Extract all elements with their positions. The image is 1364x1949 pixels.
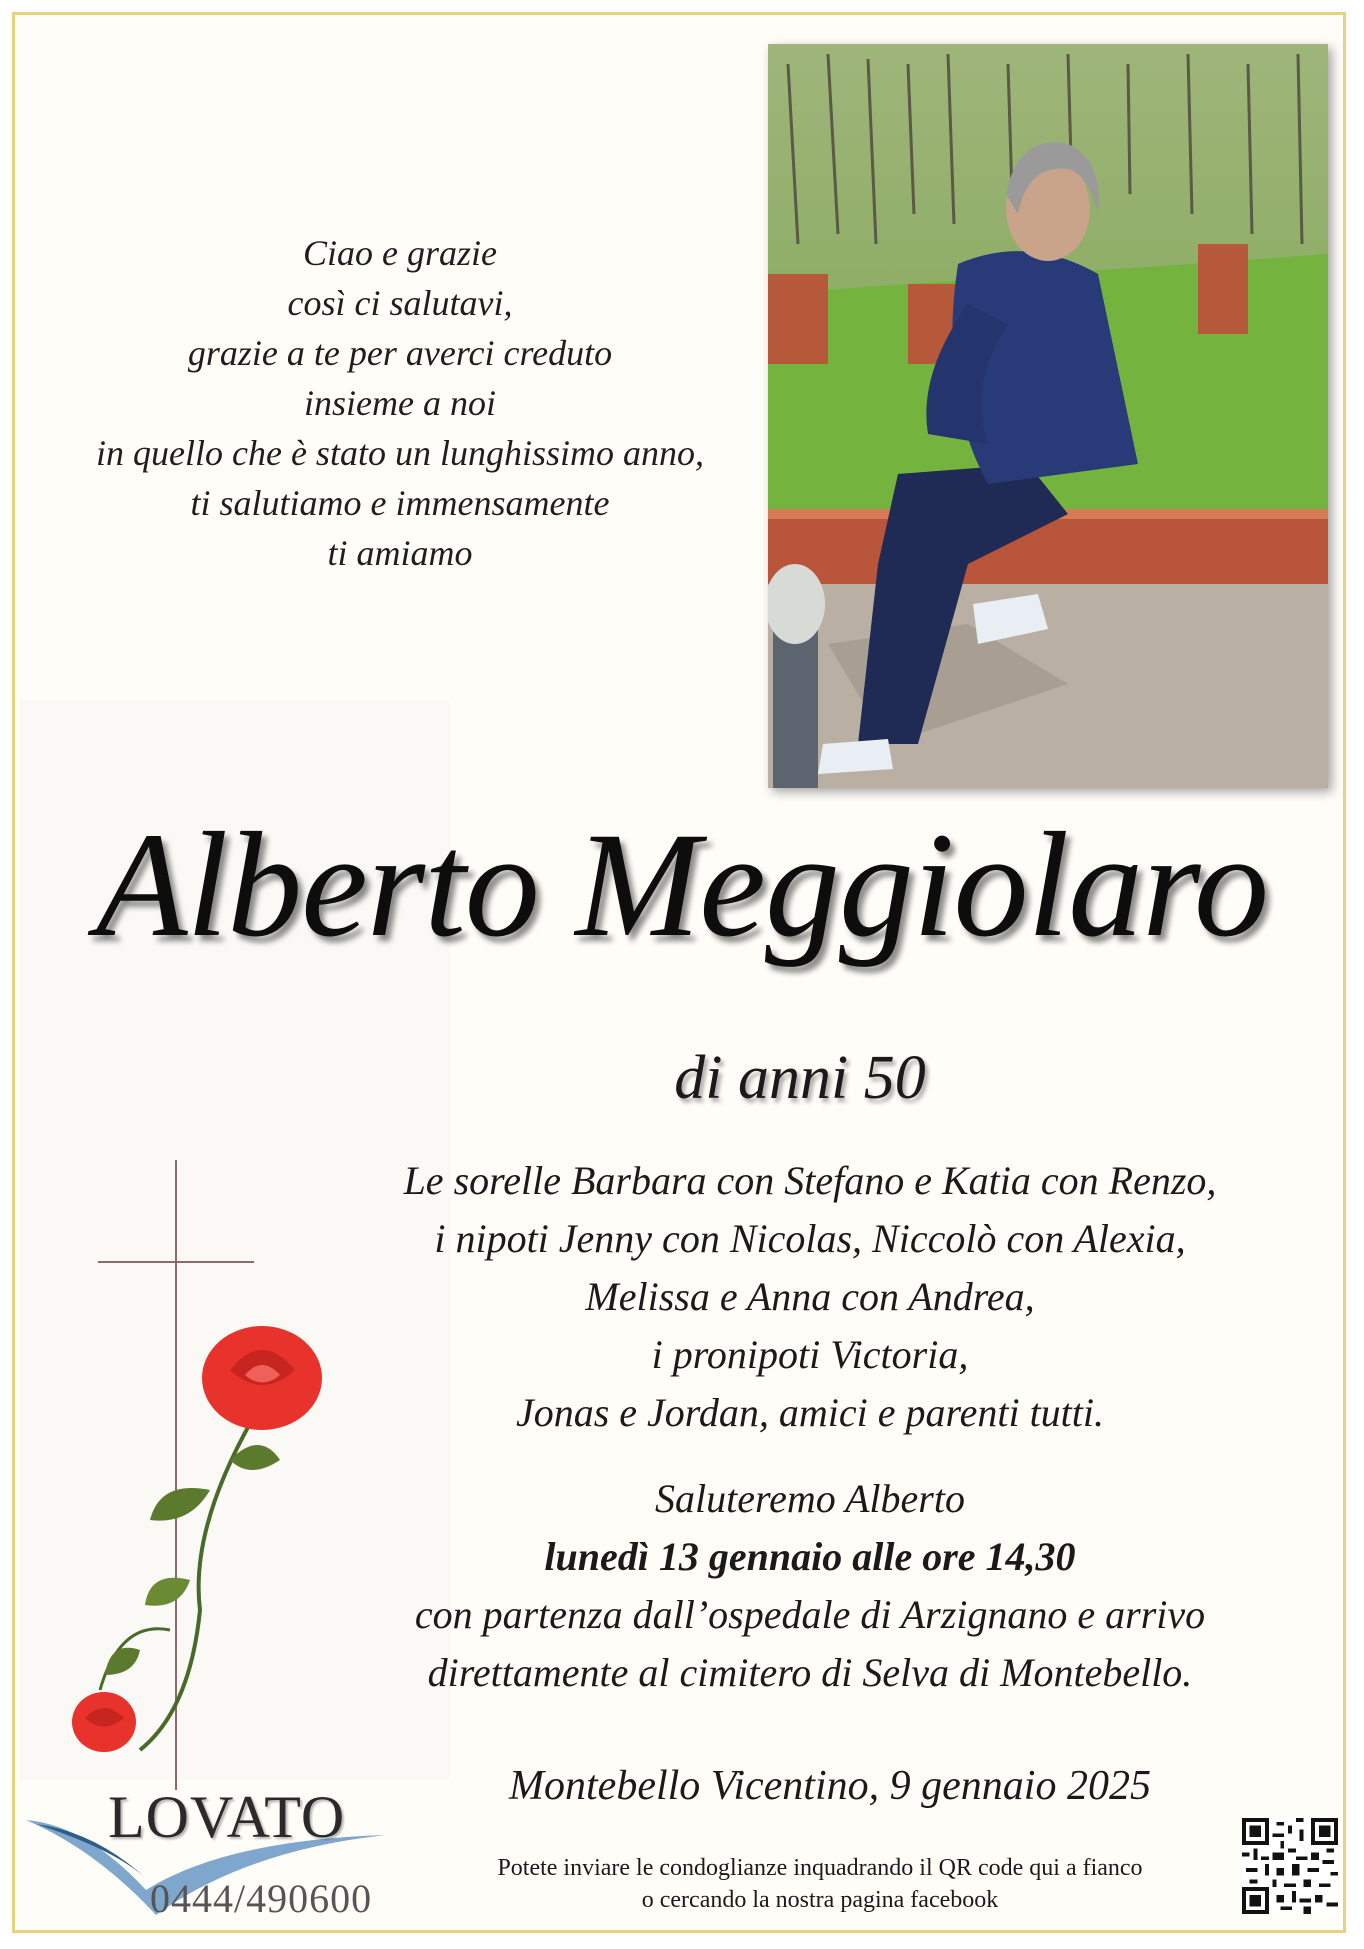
cross-and-rose-icon — [40, 1150, 340, 1790]
family-line: Melissa e Anna con Andrea, — [585, 1274, 1035, 1319]
poem-line: così ci salutavi, — [287, 283, 513, 323]
agency-name: LOVATO — [108, 1784, 346, 1850]
poem-line: Ciao e grazie — [303, 233, 497, 273]
poem-line: in quello che è stato un lunghissimo anno, — [96, 433, 704, 473]
poem-line: insieme a noi — [304, 383, 496, 423]
family-line: Jonas e Jordan, amici e parenti tutti. — [515, 1390, 1105, 1435]
family-line: i pronipoti Victoria, — [651, 1332, 969, 1377]
ceremony-datetime: lunedì 13 gennaio alle ore 14,30 — [544, 1534, 1076, 1579]
portrait-photo — [768, 44, 1328, 788]
ceremony-info — [310, 1470, 1310, 1702]
qr-code-icon[interactable] — [1242, 1818, 1338, 1914]
deceased-name: Alberto Meggiolaro — [95, 802, 1269, 968]
poem-line: ti salutiamo e immensamente — [190, 483, 610, 523]
ceremony-intro: Saluteremo Alberto — [655, 1476, 965, 1521]
family-list — [310, 1152, 1310, 1442]
poem-line: ti amiamo — [327, 533, 473, 573]
poem — [30, 228, 770, 578]
place-and-date: Montebello Vicentino, 9 gennaio 2025 — [509, 1763, 1151, 1809]
poem-line: grazie a te per averci creduto — [187, 333, 613, 373]
ceremony-line: con partenza dall’ospedale di Arzignano e arrivo — [414, 1592, 1206, 1637]
ceremony-line: direttamente al cimitero di Selva di Montebello. — [427, 1650, 1193, 1695]
family-line: i nipoti Jenny con Nicolas, Niccolò con Alexia, — [434, 1216, 1186, 1261]
deceased-age: di anni 50 — [674, 1044, 926, 1112]
condolences-line: Potete inviare le condoglianze inquadrando il QR code qui a fianco — [497, 1855, 1143, 1881]
family-line: Le sorelle Barbara con Stefano e Katia con Renzo, — [403, 1158, 1217, 1203]
condolences-note — [430, 1852, 1210, 1916]
agency-phone[interactable]: 0444/490600 — [150, 1876, 373, 1921]
condolences-line: o cercando la nostra pagina facebook — [641, 1887, 999, 1913]
